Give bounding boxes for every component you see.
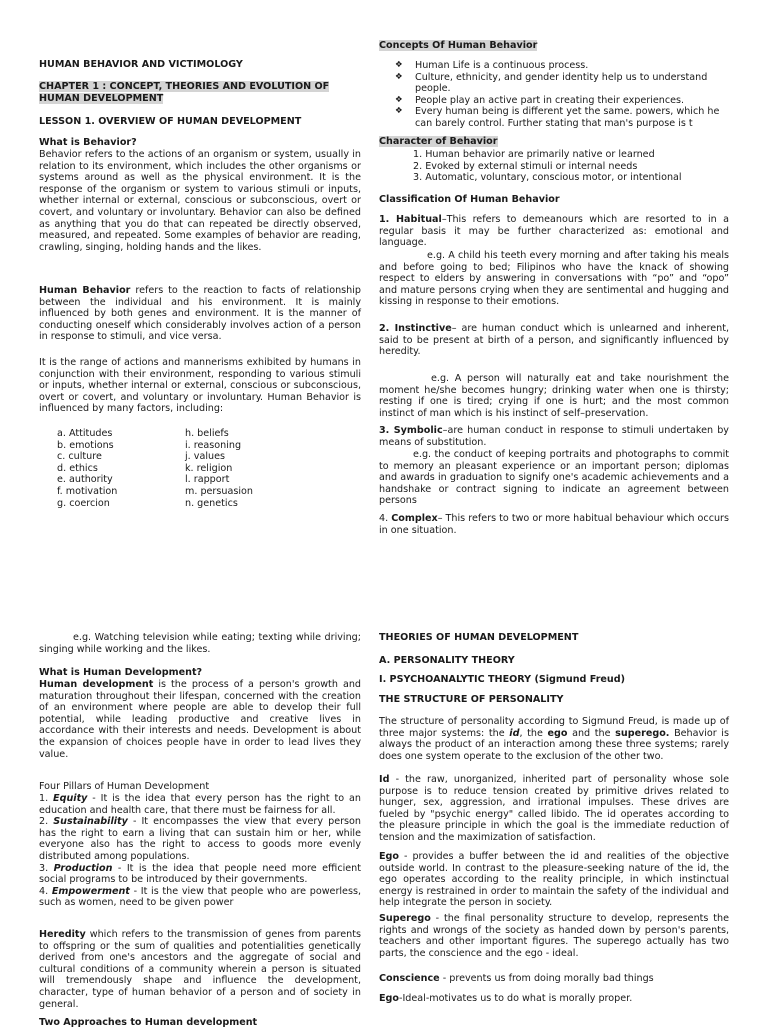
conscience-line: Conscience - prevents us from doing morally bad things [379,973,654,984]
concept-item: ❖ People play an active part in creating their experiences. [379,95,729,107]
factors-col-1 [57,428,185,509]
factor-item: j. values [185,451,225,463]
factors-col-2 [185,428,305,509]
concepts-list [379,60,729,130]
factor-item: b. emotions [57,439,114,451]
habitual-item: 1. Habitual–This refers to demeanours which are resorted to in a regular basis it may be further characterized as: emotional and language. [379,214,729,249]
what-is-behavior-heading: What is Behavior? [39,137,137,148]
pillars-heading: Four Pillars of Human Development [39,781,210,792]
structure-paragraph: The structure of personality according to Sigmund Freud, is made up of three major systems: the id, the ego and the superego. Behavior is always the product of an interaction among these three systems; rarely does one system operate to the exclusion of the other two. [379,716,729,762]
concept-item: ❖ Every human being is different yet the same. powers, which he can barely control. Further stating that man's purpose is t [379,106,729,129]
factor-item: h. beliefs [185,428,229,439]
factor-item: l. rapport [185,474,230,486]
ego-ideal-line: Ego-Ideal-motivates us to do what is morally proper. [379,993,633,1004]
lesson-heading: LESSON 1. OVERVIEW OF HUMAN DEVELOPMENT [39,116,302,127]
range-paragraph: It is the range of actions and mannerisms exhibited by humans in conjunction with their environment, responding to various stimuli or inputs, whether internal or external, conscious or subconscious, overt or covert, and voluntary or involuntary. Human Behavior is influenced by many factors, including: [39,357,361,415]
structure-heading: THE STRUCTURE OF PERSONALITY [379,694,564,705]
factor-item: a. Attitudes [57,428,113,439]
pillar-item: 3. Production - It is the idea that people need more efficient social programs to be introduced by their governments. [39,862,362,886]
concept-item: ❖ Human Life is a continuous process. [379,60,729,72]
psychoanalytic-heading: I. PSYCHOANALYTIC THEORY (Sigmund Freud) [379,674,626,685]
factor-item: m. persuasion [185,485,253,497]
personality-theory-heading: A. PERSONALITY THEORY [379,655,515,666]
factor-item: d. ethics [57,462,98,474]
character-item: 1. Human behavior are primarily native or learned [413,149,655,160]
pillar-item: 1. Equity - It is the idea that every person has the right to an education and health care, that there must be fairness for all. [39,793,362,816]
factor-item: n. genetics [185,497,238,509]
human-behavior-paragraph: Human Behavior refers to the reaction to facts of relationship between the individual and his environment. It is mainly influenced by both genes and environment. It is the manner of conducting oneself which considerably involves action of a person in response to stimuli, and vice versa. [39,285,362,343]
chapter-heading: CHAPTER 1 : CONCEPT, THEORIES AND EVOLUTION OF HUMAN DEVELOPMENT [39,81,330,104]
instinctive-item: 2. Instinctive– are human conduct which is unlearned and inherent, said to be present at birth of a person, and significantly influenced by heredity. [379,323,730,358]
pillar-item: 4. Empowerment - It is the view that people who are powerless, such as women, need to be given power [39,885,361,909]
behavior-paragraph: Behavior refers to the actions of an organism or system, usually in relation to its environment, which includes the other organisms or systems around as well as the physical environment. It is the response of the organism or system to various stimuli or inputs, whether internal or external, conscious or subconscious, overt or covert, and voluntary or involuntary. Behavior can also be defined as anything that you do that can repeated be directly observed, measured, and repeated. Some examples of behavior are reading, crawling, singing, holding hands and the likes. [39,149,361,253]
factor-item: k. religion [185,462,233,474]
symbolic-example: e.g. the conduct of keeping portraits and photographs to commit to memory an pleasant experience or an important person; diplomas and awards in graduation to signify one's academic achievements and a handshake or contract signing to indicate an agreement between persons [379,449,729,507]
factor-item: f. motivation [57,485,118,497]
ego-paragraph: Ego - provides a buffer between the id and realities of the objective outside world. In contrast to the pleasure-seeking nature of the id, the ego operates according to the reality principle, in which instinctual energy is restrained in order to maintain the safety of the individual and help integrate the person in society. [379,851,729,909]
pillars-list [39,793,361,909]
character-item: 2. Evoked by external stimuli or internal needs [413,160,638,172]
classification-heading: Classification Of Human Behavior [379,194,560,205]
tv-example: e.g. Watching television while eating; texting while driving; singing while working and the likes. [39,632,361,655]
what-is-hd-heading: What is Human Development? [39,667,203,678]
factor-item: g. coercion [57,497,110,509]
character-list [413,149,682,184]
theories-heading: THEORIES OF HUMAN DEVELOPMENT [379,632,579,643]
character-item: 3. Automatic, voluntary, conscious motor, or intentional [413,172,682,184]
complex-item: 4. Complex– This refers to two or more habitual behaviour which occurs in one situation. [379,513,729,536]
instinctive-example: e.g. A person will naturally eat and take nourishment the moment he/she becomes hungry; drinking water when one is thirsty; resting if one is tired; crying if one is hurt; and the most common instinct of man which is his instinct of self–preservation. [379,373,729,419]
factors-list [57,428,305,509]
factor-item: c. culture [57,451,102,463]
symbolic-item: 3. Symbolic–are human conduct in response to stimuli undertaken by means of substitution. [379,425,729,448]
two-approaches-heading: Two Approaches to Human development [39,1017,258,1028]
hd-paragraph: Human development is the process of a person's growth and maturation throughout their lifespan, concerned with the creation of an environment where people are able to develop their full potential, while leading productive and creative lives in accordance with their interests and needs. Development is about the expansion of choices people have in order to lead lives they value. [39,679,361,760]
id-paragraph: Id - the raw, unorganized, inherited part of personality whose sole purpose is to reduce tension created by primitive drives related to hunger, sex, aggression, and irrational impulses. These drives are fueled by "psychic energy" called libido. The id operates according to the pleasure principle in which the goal is the immediate reduction of tension and the maximization of satisfaction. [379,774,729,843]
character-heading: Character of Behavior [379,136,498,147]
heredity-paragraph: Heredity which refers to the transmission of genes from parents to offspring or the sum of qualities and potentialities genetically derived from one's ancestors and the aggregate of social and cultural conditions of a community wherein a person is situated will tremendously shape and influence the development, character, type of human behavior of a person and of society in general. [39,929,361,1010]
document-title: HUMAN BEHAVIOR AND VICTIMOLOGY [39,59,243,70]
concepts-heading: Concepts Of Human Behavior [379,40,538,51]
pillar-item: 2. Sustainability - It encompasses the view that every person has the right to earn a living that can sustain him or her, while everyone also has the right to access to goods more evenly distributed among populations. [39,816,361,862]
concept-item: ❖ Culture, ethnicity, and gender identity help us to understand people. [379,72,729,95]
superego-paragraph: Superego - the final personality structure to develop, represents the rights and wrongs of the society as handed down by person's parents, teachers and other important figures. The superego actually has two parts, the conscience and the ego - ideal. [379,913,729,959]
factor-item: i. reasoning [185,439,242,451]
habitual-example: e.g. A child his teeth every morning and after taking his meals and before going to bed; Filipinos who have the knack of showing respect to elders by answering in conversations with “po” and “opo” and mature persons crying when they are sentimental and hugging and kissing in response to their emotions. [379,250,729,308]
factor-item: e. authority [57,474,113,486]
